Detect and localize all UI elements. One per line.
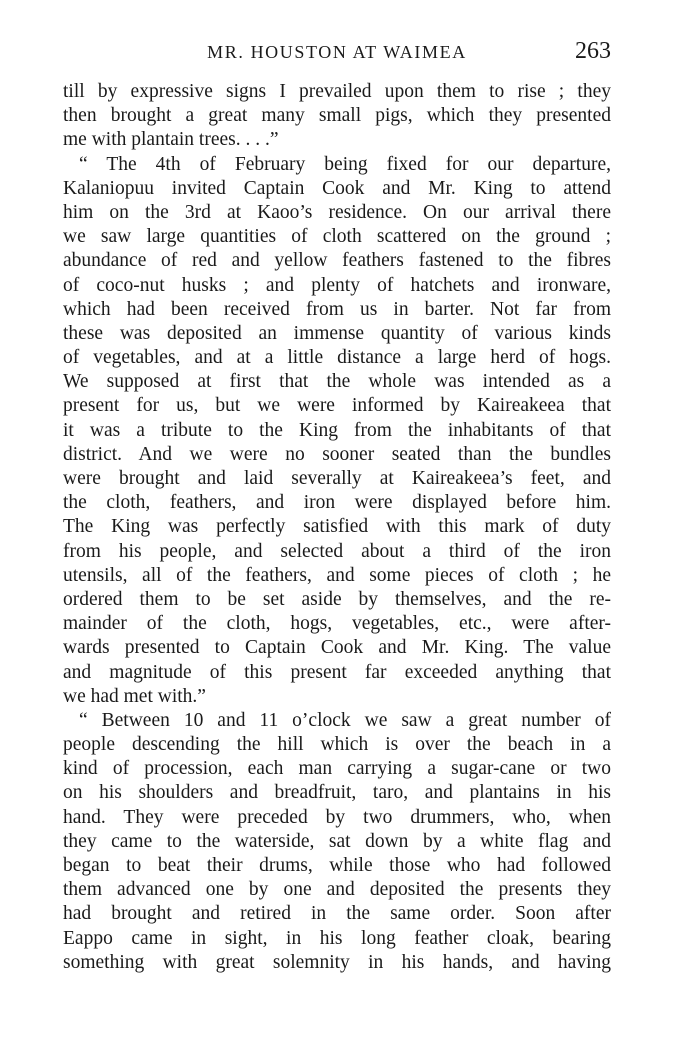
text-line: Eappo came in sight, in his long feather cloak, bearing: [63, 927, 611, 949]
text-line: began to beat their drums, while those who had followed: [63, 855, 611, 876]
text-line: “ The 4th of February being fixed for our departure,: [79, 153, 611, 175]
text-line: people descending the hill which is over the beach in a: [63, 734, 611, 756]
text-line: The King was perfectly satisfied with this mark of duty: [63, 516, 611, 538]
text-line: from his people, and selected about a third of the iron: [63, 540, 611, 562]
text-line: Kalaniopuu invited Captain Cook and Mr. King to attend: [63, 177, 611, 199]
text-line: these was deposited an immense quantity of various kinds: [63, 322, 611, 344]
text-line: had brought and retired in the same order. Soon after: [63, 903, 611, 925]
text-line: utensils, all of the feathers, and some pieces of cloth ; he: [63, 564, 611, 586]
text-line: we had met with.”: [63, 685, 206, 707]
text-line: it was a tribute to the King from the inhabitants of that: [63, 419, 611, 441]
running-title: MR. HOUSTON AT WAIMEA: [207, 42, 467, 62]
text-line: and magnitude of this present far exceeded anything that: [63, 661, 611, 683]
text-line: present for us, but we were informed by Kaireakeea that: [63, 395, 611, 417]
text-line: were brought and laid severally at Kaireakeea’s feet, and: [63, 468, 611, 489]
text-line: on his shoulders and breadfruit, taro, and plantains in his: [63, 782, 611, 804]
text-line: something with great solemnity in his hands, and having: [63, 951, 611, 973]
text-line: We supposed at first that the whole was intended as a: [63, 371, 611, 393]
text-line: district. And we were no sooner seated than the bundles: [63, 443, 611, 465]
text-line: then brought a great many small pigs, which they presented: [63, 105, 611, 127]
text-line: they came to the waterside, sat down by a white flag and: [63, 830, 611, 852]
text-line: mainder of the cloth, hogs, vegetables, etc., were after-: [63, 613, 611, 635]
text-line: of coco-nut husks ; and plenty of hatchets and ironware,: [63, 274, 611, 296]
text-line: abundance of red and yellow feathers fastened to the fibres: [63, 250, 611, 272]
text-line: them advanced one by one and deposited the presents they: [63, 879, 611, 901]
text-line: the cloth, feathers, and iron were displayed before him.: [63, 492, 611, 514]
running-head: [63, 38, 611, 66]
text-line: kind of procession, each man carrying a sugar-cane or two: [63, 758, 611, 780]
text-line: him on the 3rd at Kaoo’s residence. On our arrival there: [63, 201, 611, 223]
text-line: me with plantain trees. . . .”: [63, 129, 279, 151]
body-text: [63, 80, 611, 975]
text-line: we saw large quantities of cloth scattered on the ground ;: [63, 226, 611, 248]
page-number: 263: [575, 38, 611, 64]
text-line: which had been received from us in barter. Not far from: [63, 298, 611, 320]
text-line: ordered them to be set aside by themselves, and the re-: [63, 588, 611, 610]
text-line: wards presented to Captain Cook and Mr. King. The value: [63, 637, 611, 659]
text-line: “ Between 10 and 11 o’clock we saw a great number of: [79, 709, 611, 731]
text-line: of vegetables, and at a little distance a large herd of hogs.: [63, 347, 611, 369]
text-line: till by expressive signs I prevailed upon them to rise ; they: [63, 81, 611, 102]
text-line: hand. They were preceded by two drummers, who, when: [63, 806, 611, 828]
